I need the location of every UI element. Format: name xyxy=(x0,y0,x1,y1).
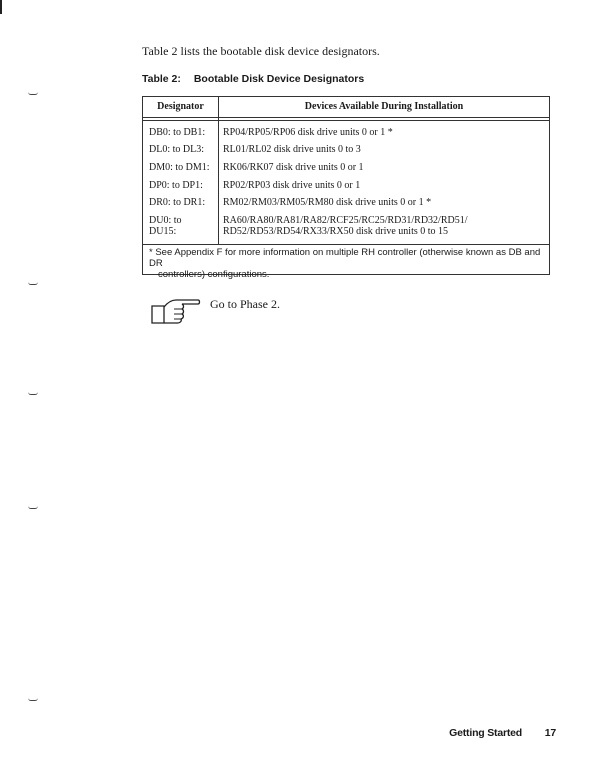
devices-line-2: RD52/RD53/RD54/RX33/RX50 disk drive units 0 to 15 xyxy=(223,226,449,237)
page-edge-mark xyxy=(0,0,2,14)
header-devices: Devices Available During Installation xyxy=(304,101,464,112)
header-double-rule xyxy=(143,120,549,121)
designator-line-1: DU0: to xyxy=(149,215,182,226)
designator-cell: DR0: to DR1: xyxy=(149,197,206,208)
designator-cell: DM0: to DM1: xyxy=(149,162,210,173)
margin-tick xyxy=(28,282,38,285)
designator-cell: DP0: to DP1: xyxy=(149,180,203,191)
table-header-row xyxy=(143,97,549,118)
footnote-line-2: controllers) configurations. xyxy=(158,269,270,280)
margin-tick xyxy=(28,506,38,509)
page-number: 17 xyxy=(544,727,556,739)
devices-cell xyxy=(223,215,545,237)
devices-cell: RM02/RM03/RM05/RM80 disk drive units 0 or 1 * xyxy=(223,197,432,208)
footnote-rule xyxy=(143,244,549,245)
devices-cell: RK06/RK07 disk drive units 0 or 1 xyxy=(223,162,364,173)
footnote-line-1: See Appendix F for more information on multiple RH controller (otherwise known as DB and DR xyxy=(149,247,541,269)
margin-tick xyxy=(28,92,38,95)
devices-line-1: RA60/RA80/RA81/RA82/RCF25/RC25/RD31/RD32/RD51/ xyxy=(223,215,468,226)
margin-tick xyxy=(28,392,38,395)
margin-tick xyxy=(28,698,38,701)
designator-line-2: DU15: xyxy=(149,226,177,237)
header-designator: Designator xyxy=(157,101,204,112)
footer-section: Getting Started xyxy=(449,727,522,739)
table-caption-number: Table 2: xyxy=(142,73,181,85)
designator-cell: DB0: to DB1: xyxy=(149,127,206,138)
devices-cell: RP02/RP03 disk drive units 0 or 1 xyxy=(223,180,361,191)
devices-cell: RP04/RP05/RP06 disk drive units 0 or 1 * xyxy=(223,127,393,138)
designator-cell xyxy=(149,215,217,237)
go-to-phase-text: Go to Phase 2. xyxy=(210,297,280,311)
page-footer xyxy=(449,727,556,739)
designator-cell: DL0: to DL3: xyxy=(149,144,204,155)
table-caption xyxy=(142,73,364,85)
pointing-hand-icon xyxy=(150,296,202,326)
intro-text: Table 2 lists the bootable disk device designators. xyxy=(142,44,380,58)
devices-cell: RL01/RL02 disk drive units 0 to 3 xyxy=(223,144,361,155)
column-separator xyxy=(218,97,219,244)
designator-table xyxy=(142,96,550,280)
table-caption-title: Bootable Disk Device Designators xyxy=(193,73,365,85)
footnote-marker: * xyxy=(149,247,153,258)
table-footnote xyxy=(149,247,543,280)
